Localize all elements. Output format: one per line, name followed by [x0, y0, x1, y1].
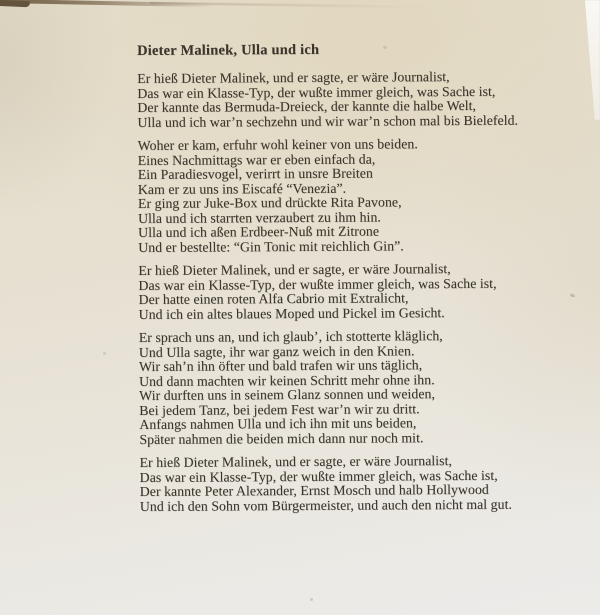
poem-line: Der kannte das Bermuda-Dreieck, der kannte die halbe Welt, [137, 97, 477, 115]
poem-text-block [137, 41, 600, 523]
stanza-1 [137, 69, 597, 130]
poem-line: Bei jedem Tanz, bei jedem Fest war’n wir zu dritt. [139, 400, 420, 418]
paper-speck [310, 598, 313, 601]
poem-line: Eines Nachmittags war er eben einfach da, [137, 151, 376, 168]
poem-line: Das war ein Klasse-Typ, der wußte immer gleich, was Sache ist, [138, 275, 497, 293]
poem-line: Das war ein Klasse-Typ, der wußte immer gleich, was Sache ist, [139, 467, 498, 485]
poem-line: Er hieß Dieter Malinek, und er sagte, er wäre Journalist, [138, 261, 451, 278]
poem-line: Anfangs nahmen Ulla und ich ihn mit uns beiden, [139, 415, 417, 432]
paper-speck [103, 352, 106, 355]
poem-line: Ulla und ich aßen Erdbeer-Nuß mit Zitrone [138, 223, 380, 240]
stanza-3 [138, 261, 598, 322]
poem-line: Er ging zur Juke-Box und drückte Rita Pavone, [137, 194, 402, 211]
poem-line: Und ich den Sohn vom Bürgermeister, und auch den nicht mal gut. [139, 496, 512, 514]
stanza-5 [140, 453, 600, 514]
poem-line: Das war ein Klasse-Typ, der wußte immer gleich, was Sache ist, [137, 83, 496, 101]
poem-line: Der kannte Peter Alexander, Ernst Mosch und halb Hollywood [139, 481, 489, 499]
poem-line: Ein Paradiesvogel, verirrt in unsre Breiten [137, 165, 373, 182]
poem-line: Und Ulla sagte, ihr war ganz weich in den Knien. [138, 342, 415, 360]
poem-title: Dieter Malinek, Ulla und ich [136, 41, 320, 59]
poem-line: Der hatte einen roten Alfa Cabrio mit Extralicht, [138, 290, 409, 307]
poem-line: Und er bestellte: “Gin Tonic mit reichlich Gin”. [138, 237, 404, 255]
poem-line: Kam er zu uns ins Eiscafé “Venezia”. [137, 180, 347, 197]
poem-line: Er hieß Dieter Malinek, und er sagte, er wäre Journalist, [139, 453, 453, 470]
stanza-2 [138, 136, 599, 255]
poem-line: Wir durften uns in seinem Glanz sonnen und weiden, [139, 386, 436, 403]
poem-line: Er sprach uns an, und ich glaub’, ich stotterte kläglich, [138, 328, 443, 345]
poem-line: Und dann machten wir keinen Schritt mehr ohne ihn. [139, 371, 435, 389]
poem-line: Und ich ein altes blaues Moped und Pickel im Gesicht. [138, 304, 445, 322]
poem-line: Wir sah’n ihn öfter und bald trafen wir uns täglich, [138, 357, 423, 374]
poem-line: Ulla und ich war’n sechzehn und wir war’n schon mal bis Bielefeld. [137, 112, 519, 130]
page-corner-mark [0, 0, 30, 7]
poem-line: Woher er kam, erfuhr wohl keiner von uns beiden. [137, 136, 418, 153]
poem-line: Er hieß Dieter Malinek, und er sagte, er wäre Journalist, [137, 69, 450, 86]
poem-line: Ulla und ich starrten verzaubert zu ihm hin. [138, 209, 381, 226]
stanza-4 [139, 328, 600, 447]
poem-line: Später nahmen die beiden mich dann nur noch mit. [139, 429, 424, 447]
